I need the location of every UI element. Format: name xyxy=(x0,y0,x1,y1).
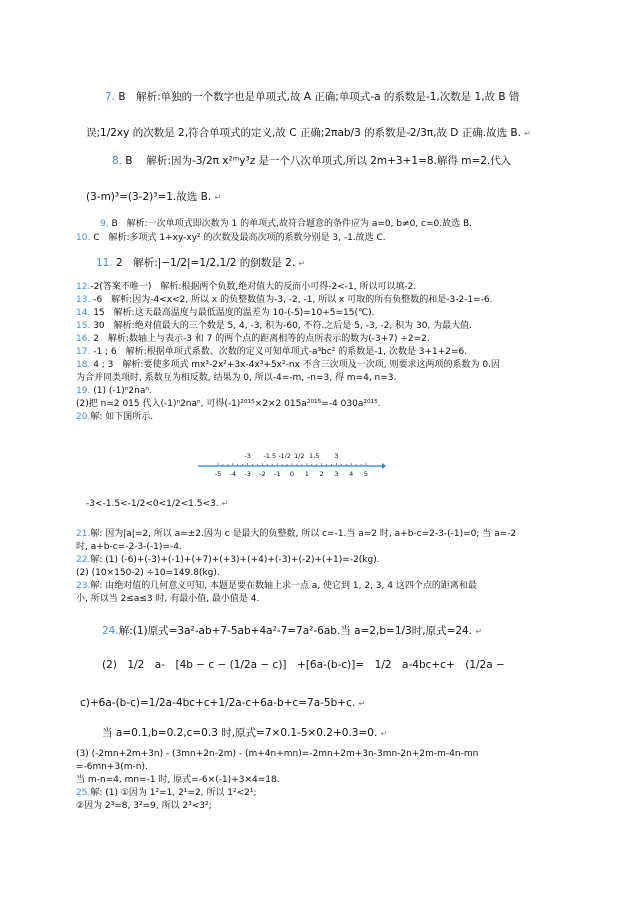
item-number: 24. xyxy=(102,625,119,637)
line-text: C 解析:多项式 1+xy-xy² 的次数及最高次项的系数分别是 3, -1.故选 C. xyxy=(93,233,386,243)
line-text: B 解析:单独的一个数字也是单项式,故 A 正确;单项式-a 的系数是-1,次数是 1,故 B 错 xyxy=(118,91,520,103)
point-label: 1.5 xyxy=(309,452,320,460)
answer-line: -3<-1.5<-1/2<0<1/2<1.5<3. ↵ xyxy=(86,499,229,509)
answer-line xyxy=(76,411,153,423)
line-text: 2 解析:数轴上与表示-3 和 7 的两个点的距离相等的点所表示的数为(-3+7) ÷2=2. xyxy=(93,334,430,344)
line-text: 解: 由绝对值的几何意义可知, 本题是要在数轴上求一点 a, 使它到 1, 2, 3, 4 这四个点的距离和最 xyxy=(90,581,477,591)
item-number: 23. xyxy=(76,581,91,591)
line-text: 15 解析:这天最高温度与最低温度的温差为 10-(-5)=10+5=15(℃). xyxy=(93,308,375,318)
axis-arrow-icon xyxy=(382,463,386,469)
tick-label: 1 xyxy=(304,470,309,478)
line-text: 解: 如下图所示. xyxy=(90,412,154,422)
item-number: 20. xyxy=(76,412,91,422)
item-number: 25. xyxy=(76,788,91,798)
tick-label: 0 xyxy=(289,470,295,478)
item-number: 9. xyxy=(100,219,109,229)
line-text: c)+6a-(b-c)=1/2a-4bc+c+1/2a-c+6a-b+c=7a-5b+c. xyxy=(80,697,356,709)
tick-label: 2 xyxy=(319,470,324,478)
item-number: 21. xyxy=(76,529,91,539)
answer-line xyxy=(76,232,386,244)
answer-line xyxy=(76,320,472,332)
answer-line xyxy=(76,761,148,773)
answer-line xyxy=(76,281,416,293)
tick-label: 4 xyxy=(349,470,354,478)
number-line xyxy=(196,440,386,486)
line-text: =-6mn+3(m-n). xyxy=(76,762,148,772)
tick-label: 5 xyxy=(363,470,369,478)
tick-label: -1 xyxy=(273,470,281,478)
item-number: 16. xyxy=(76,334,91,344)
line-text: 解: (1) (-6)+(-3)+(-1)+(+7)+(+3)+(+4)+(-3)+(-2)+(+1)=-2(kg). xyxy=(90,555,380,565)
answer-line xyxy=(76,359,500,371)
answer-line xyxy=(76,787,257,799)
answer-line xyxy=(100,218,472,230)
answer-line xyxy=(102,658,505,672)
answer-line xyxy=(76,333,430,345)
line-text: (2) (10×150-2) ÷10=149.8(kg). xyxy=(76,568,220,578)
item-number: 17. xyxy=(76,347,91,357)
answer-line xyxy=(76,567,220,579)
tick-label: -2 xyxy=(259,470,266,478)
line-text: 当 a=0.1,b=0.2,c=0.3 时,原式=7×0.1-5×0.2+0.3=0. xyxy=(102,727,378,739)
line-text: 2 解析:|−1/2|=1/2,1/2 的倒数是 2. xyxy=(116,257,296,269)
line-text: ②因为 2³=8, 3²=9, 所以 2³<3²; xyxy=(76,801,212,811)
line-text: 为合并同类项时, 系数互为相反数, 结果为 0, 所以-4=-m, -n=3, 得 m=4, n=3. xyxy=(76,373,397,383)
answer-line xyxy=(76,385,152,397)
answer-line xyxy=(76,398,381,410)
answer-line xyxy=(76,748,478,760)
line-text: 解: 因为|a|=2, 所以 a=±2.因为 c 是最大的负整数, 所以 c=-1.当 a=2 时, a+b-c=2-3-(-1)=0; 当 a=-2 xyxy=(90,529,517,539)
item-number: 13. xyxy=(76,295,91,305)
point-label: 3 xyxy=(334,452,339,460)
tick-label: -3 xyxy=(244,470,251,478)
item-number: 19. xyxy=(76,386,91,396)
item-number: 22. xyxy=(76,555,91,565)
line-text: B 解析:一次单项式即次数为 1 的单项式,故符合题意的条件应为 a=0, b≠0, c=0.故选 B. xyxy=(111,219,473,229)
item-number: 14. xyxy=(76,308,91,318)
tick-label: 3 xyxy=(334,470,339,478)
line-text: -2(答案不唯一) 解析:根据两个负数,绝对值大的反而小可得-2<-1, 所以可以填-2. xyxy=(90,282,417,292)
line-text: 30 解析:绝对值最大的三个数是 5, 4, -3, 积为-60, 不符.之后是 5, -3, -2, 积为 30, 为最大值. xyxy=(93,321,473,331)
point-label: -1/2 xyxy=(278,452,292,460)
answer-line xyxy=(76,774,280,786)
answer-line xyxy=(76,593,259,605)
line-text: (1) (-1)ⁿ2naⁿ. xyxy=(93,386,152,396)
line-text: -6 解析:因为-4<x<2, 所以 x 的负整数值为-3, -2, -1, 所以 x 可取的所有负整数的和是-3-2-1=-6. xyxy=(93,295,493,305)
line-text: 小, 所以当 2≤a≤3 时, 有最小值, 最小值是 4. xyxy=(76,594,260,604)
line-text: 当 m-n=4, mn=-1 时, 原式=-6×(-1)+3×4=18. xyxy=(76,775,280,785)
line-text: B 解析:因为-3/2π x²ᵐy³z 是一个八次单项式,所以 2m+3+1=8.解得 m=2.代入 xyxy=(125,155,512,167)
answer-line xyxy=(76,372,396,384)
line-text: 时, a+b-c=-2-3-(-1)=-4. xyxy=(76,542,182,552)
item-number: 7. xyxy=(105,91,116,103)
line-text: -1 ; 6 解析:根据单项式系数、次数的定义可知单项式-a³bc² 的系数是-1, 次数是 3+1+2=6. xyxy=(93,347,468,357)
answer-line xyxy=(76,800,212,812)
answer-line: (3-m)³=(3-2)³=1.故选 B. ↵ xyxy=(86,191,222,203)
answer-line: 误;1/2xy 的次数是 2,符合单项式的定义,故 C 正确;2πab/3 的系数是-2/3π,故 D 正确.故选 B. ↵ xyxy=(86,127,531,139)
point-label: 1/2 xyxy=(294,452,305,460)
answer-line xyxy=(105,90,519,104)
item-number: 12. xyxy=(76,282,91,292)
item-number: 18. xyxy=(76,360,91,370)
answer-line xyxy=(76,294,493,306)
line-text: (3) (-2mn+2m+3n) - (3mn+2n-2m) - (m+4n+mn)=-2mn+2m+3n-3mn-2n+2m-m-4n-mn xyxy=(76,749,479,759)
answer-line: 24.解:(1)原式=3a²-ab+7-5ab+4a²-7=7a²-6ab.当 a=2,b=1/3时,原式=24. ↵ xyxy=(102,625,483,637)
answer-line xyxy=(76,541,182,553)
answer-line: 11. 2 解析:|−1/2|=1/2,1/2 的倒数是 2. ↵ xyxy=(96,257,306,269)
answer-line xyxy=(76,528,516,540)
tick-label: -4 xyxy=(229,470,237,478)
line-text: -3<-1.5<-1/2<0<1/2<1.5<3. xyxy=(86,499,219,509)
item-number: 11. xyxy=(96,257,113,269)
item-number: 8. xyxy=(112,155,123,167)
line-text: 解:(1)原式=3a²-ab+7-5ab+4a²-7=7a²-6ab.当 a=2,b=1/3时,原式=24. xyxy=(118,625,473,637)
item-number: 15. xyxy=(76,321,91,331)
tick-label: -5 xyxy=(214,470,222,478)
answer-line xyxy=(76,346,467,358)
line-text: (2)把 n=2 015 代入(-1)ⁿ2naⁿ, 可得(-1)²⁰¹⁵×2×2 015a²⁰¹⁵=-4 030a²⁰¹⁵. xyxy=(76,399,381,409)
line-text: 误;1/2xy 的次数是 2,符合单项式的定义,故 C 正确;2πab/3 的系数是-2/3π,故 D 正确.故选 B. xyxy=(86,127,521,139)
answer-line xyxy=(76,307,375,319)
answer-line: 当 a=0.1,b=0.2,c=0.3 时,原式=7×0.1-5×0.2+0.3=0. ↵ xyxy=(102,727,388,739)
line-text: (3-m)³=(3-2)³=1.故选 B. xyxy=(86,191,212,203)
point-label: -3 xyxy=(244,452,251,460)
point-label: -1.5 xyxy=(263,452,277,460)
answer-line xyxy=(76,554,380,566)
answer-line xyxy=(76,580,477,592)
answer-line xyxy=(112,154,511,168)
item-number: 10. xyxy=(76,233,91,243)
line-text: (2) 1/2 a- [4b − c − (1/2a − c)] +[6a-(b-c)]= 1/2 a-4bc+c+ (1/2a − xyxy=(102,659,505,671)
answer-line: c)+6a-(b-c)=1/2a-4bc+c+1/2a-c+6a-b+c=7a-5b+c. ↵ xyxy=(80,697,366,709)
line-text: 4 ; 3 解析:要使多项式 mx³-2x²+3x-4x³+5x²-nx 不含三次项及一次项, 则要求这两项的系数为 0.因 xyxy=(93,360,500,370)
line-text: 解: (1) ①因为 1²=1, 2¹=2, 所以 1²<2¹; xyxy=(90,788,257,798)
